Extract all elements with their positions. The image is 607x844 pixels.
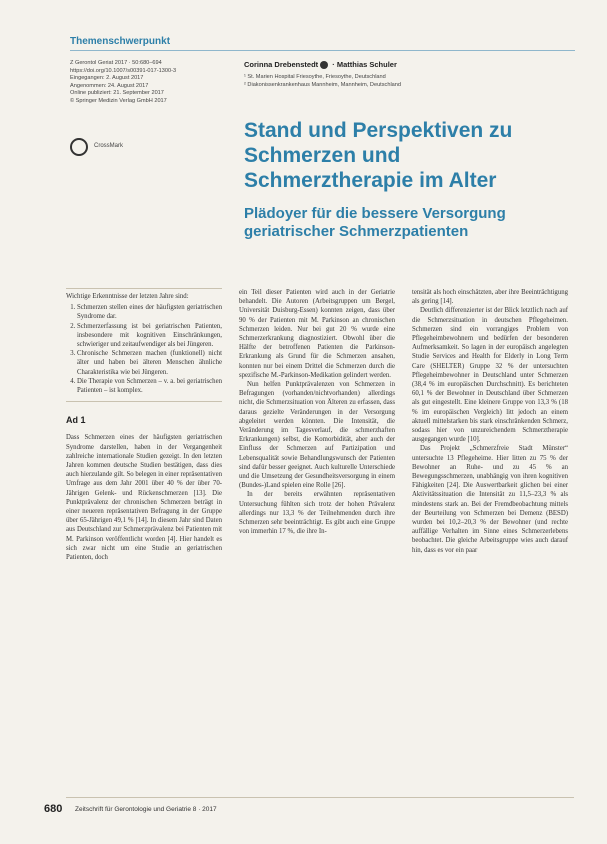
affiliation-1: ¹ St. Marien Hospital Friesoythe, Friesoythe, Deutschland — [244, 74, 386, 80]
body-columns — [66, 288, 574, 788]
paragraph: In der bereits erwähnten repräsentativen Untersuchung fühlten sich trotz der hohen Prävalenz allerdings nur 13,3 % der Teilnehmenden durch ihre Schmerzen sehr beeinträchtigt. Es gibt auch eine Gruppe von immerhin 17 %, die ihre In- — [239, 491, 395, 536]
paragraph: Deutlich differenzierter ist der Blick letztlich nach auf die Schmerzsituation in deutschen Pflegeheimen. Schmerzen sind ein vorrangiges Problem von Pflegeheimbewohnern und bedürfen der besonderen Aufmerksamkeit. So lagen in der europäisch angelegten Studie Services and Health for Elderly in Long Term Care (SHELTER) Gruppe 32 % der untersuchten Pflegeheimbewohner in Deutschland unter Schmerzen (38,4 % im europäischen Durchschnitt). Es berichteten 60,1 % der Bewohner in Deutschland über Schmerzen als gut eingestellt. Eine kleinere Gruppe von 13,3 % (18 % im europäischen Vergleich) litt jedoch an einem aktuell mittelstarken bis stark einschränkenden Schmerz, sodass hier von unzureichendem Schmerztherapie ausgegangen wurde [10]. — [412, 307, 568, 444]
article-subtitle: Plädoyer für die bessere Versorgung geriatrischer Schmerzpatienten — [244, 205, 506, 240]
author-separator: · — [330, 60, 337, 69]
meta-copyright: © Springer Medizin Verlag GmbH 2017 — [70, 97, 167, 104]
paragraph: Das Projekt „Schmerzfreie Stadt Münster“ untersuchte 13 Pflegeheime. Hier litten zu 75 % der Bewohner an Ruhe- und zu 45 % an Bewegungsschmerzen, unabhängig von ihren kognitiven Fähigkeiten [24]. Die Auswertbarkeit glichen bei einer Aktivitätssituation die Intensität zu 11,5–23,3 % als mindestens stark an. Bei der Fremdbeobachtung mittels der Beurteilung von Schmerzen bei Demenz (BESD) wurden bei 10,2–20,3 % der Bewohner (und rechte auffällige Verhalten im Sinne eines Schmerzerlebens beobachtet. Die gleiche Arbeitsgruppe wies auch darauf hin, dass es vor ein paar — [412, 445, 568, 554]
meta-doi[interactable]: https://doi.org/10.1007/s00391-017-1300-3 — [70, 67, 177, 74]
meta-accepted: Angenommen: 24. August 2017 — [70, 82, 149, 89]
paragraph: Nun helfen Punktprävalenzen von Schmerzen in Befragungen (vorhanden/nichtvorhanden) allerdings nicht, die Schmerzsituation von Älteren zu erfassen, dass daraus gezielte Veränderungen in der Versorgung abgeleitet werden könnten. Die Intensität, die Veränderung im Tagesverlauf, die schmerzhaften Erkrankungen) selbst, die Komorbidität, aber auch der Einfluss der Schmerzen auf Partizipation und Lebensqualität sowie Behandlungswunsch der Patienten sind dafür besser geeignet. Auch kulturelle Unterschiede und die Umsetzung der Gesundheitsversorgung in einem (Bundes-)Land spielen eine Rolle [26]. — [239, 381, 395, 490]
author-1: Corinna Drebenstedt — [244, 60, 319, 69]
crossmark-label: CrossMark — [94, 143, 124, 149]
list-item: 1. Schmerzen stellen eines der häufigsten geriatrischen Syndrome dar. — [77, 303, 222, 321]
article-title: Stand und Perspektiven zu Schmerzen und Schmerztherapie im Alter — [244, 119, 513, 192]
list-item: 3. Chronische Schmerzen machen (funktionell) nicht älter und haben bei älteren Menschen ähnliche Charakteristika wie bei Jüngeren. — [77, 349, 222, 377]
footer-rule — [66, 797, 574, 798]
key-findings-box — [66, 288, 222, 402]
key-findings-intro: Wichtige Erkenntnisse der letzten Jahre sind: — [66, 293, 189, 300]
column-3 — [412, 288, 568, 555]
section-heading: Ad 1 — [66, 415, 86, 426]
section-tag: Themenschwerpunkt — [70, 36, 171, 47]
journal-footer: Zeitschrift für Gerontologie und Geriatrie 8 · 2017 — [75, 806, 217, 813]
affiliations — [244, 73, 564, 89]
article-meta — [70, 60, 230, 106]
meta-received: Eingegangen: 2. August 2017 — [70, 75, 144, 82]
column-1 — [66, 288, 222, 562]
author-line — [244, 60, 397, 69]
paragraph: ein Teil dieser Patienten wird auch in der Geriatrie behandelt. Die Autoren (Arbeitsgruppen um Bergel, Universität Duisburg-Essen) konnten zeigen, dass über 90 % der Patienten mit M. Parkinson an chronischen Schmerzen leiden. Nur bei gut 20 % wurde eine Schmerzerkrankung diagnostiziert. Obwohl über die Hälfte der betroffenen Patienten die Parkinson-Erkrankung als Grund für die Schmerzen ansahen, konnten nur bei einem Drittel die Schmerzen durch die spezifische M.-Parkinson-Medikation gelindert werden. — [239, 289, 395, 379]
meta-citation: Z Gerontol Geriat 2017 · 50:680–694 — [70, 60, 162, 66]
meta-published: Online publiziert: 21. September 2017 — [70, 90, 164, 97]
paragraph: Dass Schmerzen eines der häufigsten geriatrischen Syndrome darstellen, haben in der Vergangenheit zahlreiche internationale Studien gezeigt. In den letzten Jahren kommen deutsche Studien bestätigen, dass dies auch hierzulande gilt. So belegen in einer repräsentativen Umfrage aus dem Jahr 2001 über 40 % der über 70-Jährigen Gelenk- und Rückenschmerzen [13]. Die Punktprävalenz der chronischen Schmerzen beträgt in einer neueren repräsentativen Befragung in der Gruppe über 65-Jährigen 49,1 % [14]. In diesem Jahr sind Daten aus Deutschland zur Schmerzprävalenz bei Patienten mit M. Parkinson veröffentlicht worden [4]. Hier handelt es sich zwar nicht um eine Studie an geriatrischen Patienten, doch — [66, 434, 222, 562]
paragraph: tensität als hoch einschätzten, aber ihre Beeinträchtigung als gering [14]. — [412, 289, 568, 306]
key-findings-list — [66, 303, 222, 395]
affiliation-2: ² Diakonissenkrankenhaus Mannheim, Mannheim, Deutschland — [244, 82, 402, 88]
page-number: 680 — [44, 803, 63, 815]
crossmark-icon — [70, 138, 88, 156]
crossmark-badge[interactable] — [70, 138, 220, 158]
list-item: 2. Schmerzerfassung ist bei geriatrischen Patienten, insbesondere mit kognitiven Einschränkungen, schwieriger und zeitaufwendiger als bei Jüngeren. — [77, 322, 222, 350]
header-rule — [70, 50, 575, 51]
column-2 — [239, 288, 395, 536]
orcid-icon[interactable] — [320, 61, 328, 69]
list-item: 4. Die Therapie von Schmerzen – v. a. bei geriatrischen Patienten – ist komplex. — [77, 377, 222, 395]
author-2: Matthias Schuler — [336, 60, 397, 69]
